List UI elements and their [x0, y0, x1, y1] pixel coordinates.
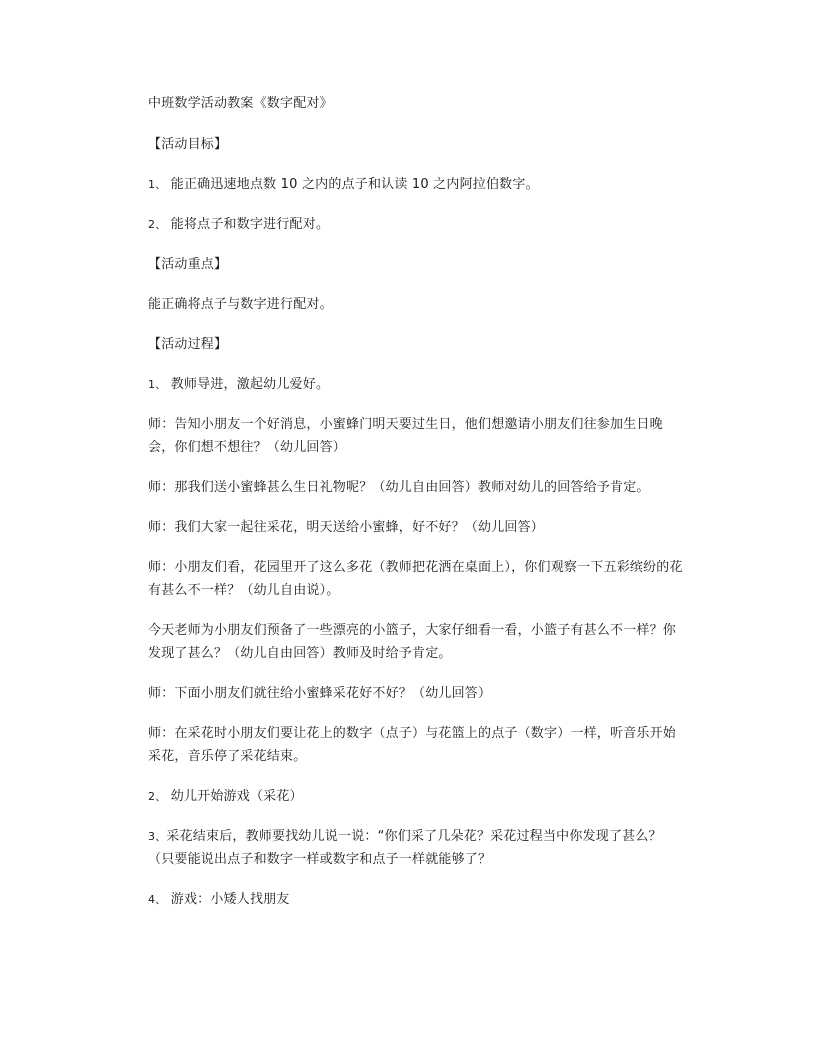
list-number: 2、 [148, 790, 167, 803]
section-heading-process: 【活动过程】 [148, 337, 228, 352]
section-heading-goals: 【活动目标】 [148, 137, 228, 152]
teacher-line-7: 师：在采花时小朋友们要让花上的数字（点子）与花篮上的点子（数字）一样，听音乐开始采花，音乐停了采花结束。 [148, 726, 677, 764]
document-body [148, 92, 684, 928]
process-item-3-text: 采花结束后，教师要找幼儿说一说：“你们采了几朵花？采花过程当中你发现了甚么？（只要能说出点子和数字一样或数字和点子一样就能够了？ [148, 829, 662, 867]
list-number: 1、 [148, 378, 167, 391]
teacher-line-6: 师：下面小朋友们就往给小蜜蜂采花好不好？（幼儿回答） [148, 686, 492, 701]
list-number: 1、 [148, 178, 167, 191]
process-item-1-text: 教师导进，激起幼儿爱好。 [170, 377, 330, 392]
goal-item-1-text: 能正确迅速地点数 10 之内的点子和认读 10 之内阿拉伯数字。 [170, 177, 539, 192]
teacher-line-4: 师：小朋友们看，花园里开了这么多花（教师把花洒在桌面上），你们观察一下五彩缤纷的花有甚么不一样？（幼儿自由说）。 [148, 560, 683, 598]
goal-item-1 [148, 173, 684, 196]
process-item-1 [148, 373, 684, 396]
list-number: 2、 [148, 218, 167, 231]
process-item-2 [148, 785, 684, 808]
teacher-line-3: 师：我们大家一起往采花，明天送给小蜜蜂，好不好？（幼儿回答） [148, 520, 545, 535]
section-heading-key-points: 【活动重点】 [148, 257, 228, 272]
process-item-3 [116, 825, 684, 871]
process-item-4-text: 游戏：小矮人找朋友 [170, 892, 290, 907]
key-point-text: 能正确将点子与数字进行配对。 [148, 297, 333, 312]
process-item-4 [148, 888, 684, 911]
teacher-line-1: 师：告知小朋友一个好消息，小蜜蜂门明天要过生日，他们想邀请小朋友们往参加生日晚会，你们想不想往？（幼儿回答） [148, 417, 663, 455]
goal-item-2-text: 能将点子和数字进行配对。 [170, 217, 330, 232]
teacher-line-5: 今天老师为小朋友们预备了一些漂亮的小篮子，大家仔细看一看，小篮子有甚么不一样？你发现了甚么？（幼儿自由回答）教师及时给予肯定。 [148, 623, 677, 661]
teacher-line-2: 师：那我们送小蜜蜂甚么生日礼物呢？（幼儿自由回答）教师对幼儿的回答给予肯定。 [148, 480, 650, 495]
process-item-2-text: 幼儿开始游戏（采花） [170, 789, 303, 804]
document-title: 中班数学活动教案《数字配对》 [148, 96, 333, 111]
list-number: 3、 [148, 830, 167, 843]
goal-item-2 [148, 213, 684, 236]
list-number: 4、 [148, 893, 167, 906]
